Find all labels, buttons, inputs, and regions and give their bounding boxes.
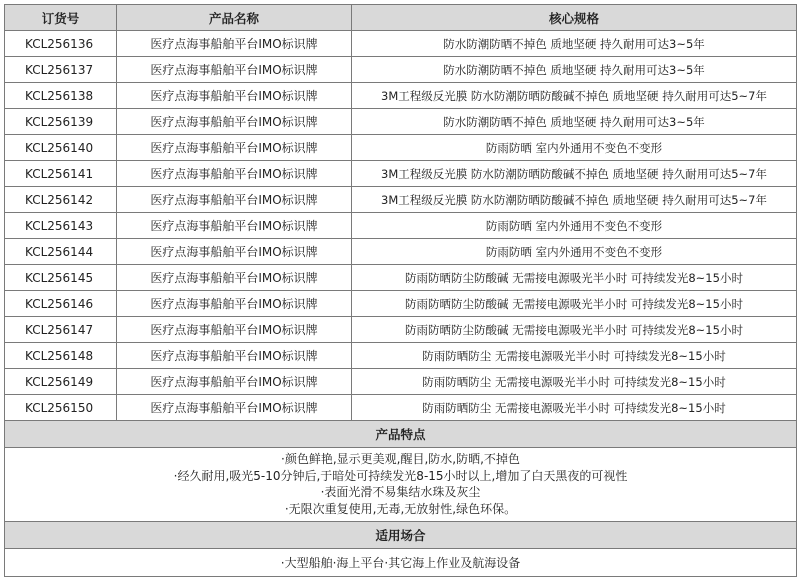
order-code: KCL256140	[5, 135, 117, 161]
order-code: KCL256145	[5, 265, 117, 291]
table-row	[5, 291, 797, 317]
table-row	[5, 213, 797, 239]
order-code: KCL256138	[5, 83, 117, 109]
features-title: 产品特点	[5, 421, 797, 448]
product-name: 医疗点海事船舶平台IMO标识牌	[117, 83, 352, 109]
core-spec: 防雨防晒 室内外通用不变色不变形	[352, 135, 797, 161]
core-spec: 防水防潮防晒不掉色 质地坚硬 持久耐用可达3~5年	[352, 109, 797, 135]
table-row	[5, 135, 797, 161]
core-spec: 3M工程级反光膜 防水防潮防晒防酸碱不掉色 质地坚硬 持久耐用可达5~7年	[352, 83, 797, 109]
product-name: 医疗点海事船舶平台IMO标识牌	[117, 265, 352, 291]
product-spec-sheet	[4, 4, 796, 577]
order-code: KCL256149	[5, 369, 117, 395]
order-code: KCL256137	[5, 57, 117, 83]
core-spec: 防雨防晒防尘防酸碱 无需接电源吸光半小时 可持续发光8~15小时	[352, 265, 797, 291]
header-name: 产品名称	[117, 5, 352, 31]
core-spec: 防雨防晒防尘 无需接电源吸光半小时 可持续发光8~15小时	[352, 343, 797, 369]
product-name: 医疗点海事船舶平台IMO标识牌	[117, 369, 352, 395]
features-list	[5, 448, 797, 522]
order-code: KCL256147	[5, 317, 117, 343]
table-row	[5, 109, 797, 135]
header-spec: 核心规格	[352, 5, 797, 31]
table-row	[5, 57, 797, 83]
header-code: 订货号	[5, 5, 117, 31]
product-name: 医疗点海事船舶平台IMO标识牌	[117, 161, 352, 187]
product-name: 医疗点海事船舶平台IMO标识牌	[117, 239, 352, 265]
table-header-row	[5, 5, 797, 31]
product-name: 医疗点海事船舶平台IMO标识牌	[117, 187, 352, 213]
feature-item: ·表面光滑不易集结水珠及灰尘	[320, 485, 481, 499]
core-spec: 防雨防晒防尘 无需接电源吸光半小时 可持续发光8~15小时	[352, 395, 797, 421]
table-row	[5, 317, 797, 343]
order-code: KCL256141	[5, 161, 117, 187]
product-name: 医疗点海事船舶平台IMO标识牌	[117, 109, 352, 135]
core-spec: 防水防潮防晒不掉色 质地坚硬 持久耐用可达3~5年	[352, 57, 797, 83]
order-code: KCL256136	[5, 31, 117, 57]
features-header-row	[5, 421, 797, 448]
product-name: 医疗点海事船舶平台IMO标识牌	[117, 213, 352, 239]
product-name: 医疗点海事船舶平台IMO标识牌	[117, 135, 352, 161]
table-row	[5, 343, 797, 369]
order-code: KCL256144	[5, 239, 117, 265]
product-name: 医疗点海事船舶平台IMO标识牌	[117, 291, 352, 317]
table-row	[5, 83, 797, 109]
product-table	[4, 4, 797, 577]
feature-item: ·经久耐用,吸光5-10分钟后,于暗处可持续发光8-15小时以上,增加了白天黑夜的可视性	[173, 468, 628, 483]
order-code: KCL256139	[5, 109, 117, 135]
core-spec: 防雨防晒防尘防酸碱 无需接电源吸光半小时 可持续发光8~15小时	[352, 291, 797, 317]
core-spec: 3M工程级反光膜 防水防潮防晒防酸碱不掉色 质地坚硬 持久耐用可达5~7年	[352, 161, 797, 187]
order-code: KCL256143	[5, 213, 117, 239]
table-row	[5, 187, 797, 213]
usage-text: ·大型船舶·海上平台·其它海上作业及航海设备	[5, 549, 797, 577]
product-name: 医疗点海事船舶平台IMO标识牌	[117, 31, 352, 57]
order-code: KCL256150	[5, 395, 117, 421]
table-row	[5, 239, 797, 265]
core-spec: 防雨防晒防尘 无需接电源吸光半小时 可持续发光8~15小时	[352, 369, 797, 395]
feature-item: ·颜色鲜艳,显示更美观,醒目,防水,防晒,不掉色	[281, 452, 520, 466]
product-name: 医疗点海事船舶平台IMO标识牌	[117, 317, 352, 343]
product-name: 医疗点海事船舶平台IMO标识牌	[117, 343, 352, 369]
order-code: KCL256142	[5, 187, 117, 213]
table-row	[5, 395, 797, 421]
core-spec: 3M工程级反光膜 防水防潮防晒防酸碱不掉色 质地坚硬 持久耐用可达5~7年	[352, 187, 797, 213]
table-row	[5, 265, 797, 291]
usage-title: 适用场合	[5, 522, 797, 549]
core-spec: 防雨防晒防尘防酸碱 无需接电源吸光半小时 可持续发光8~15小时	[352, 317, 797, 343]
usage-row	[5, 549, 797, 577]
feature-item: ·无限次重复使用,无毒,无放射性,绿色环保。	[284, 501, 517, 516]
table-row	[5, 31, 797, 57]
table-row	[5, 369, 797, 395]
usage-header-row	[5, 522, 797, 549]
product-name: 医疗点海事船舶平台IMO标识牌	[117, 395, 352, 421]
table-row	[5, 161, 797, 187]
core-spec: 防水防潮防晒不掉色 质地坚硬 持久耐用可达3~5年	[352, 31, 797, 57]
core-spec: 防雨防晒 室内外通用不变色不变形	[352, 213, 797, 239]
order-code: KCL256148	[5, 343, 117, 369]
order-code: KCL256146	[5, 291, 117, 317]
core-spec: 防雨防晒 室内外通用不变色不变形	[352, 239, 797, 265]
features-row	[5, 448, 797, 522]
product-name: 医疗点海事船舶平台IMO标识牌	[117, 57, 352, 83]
